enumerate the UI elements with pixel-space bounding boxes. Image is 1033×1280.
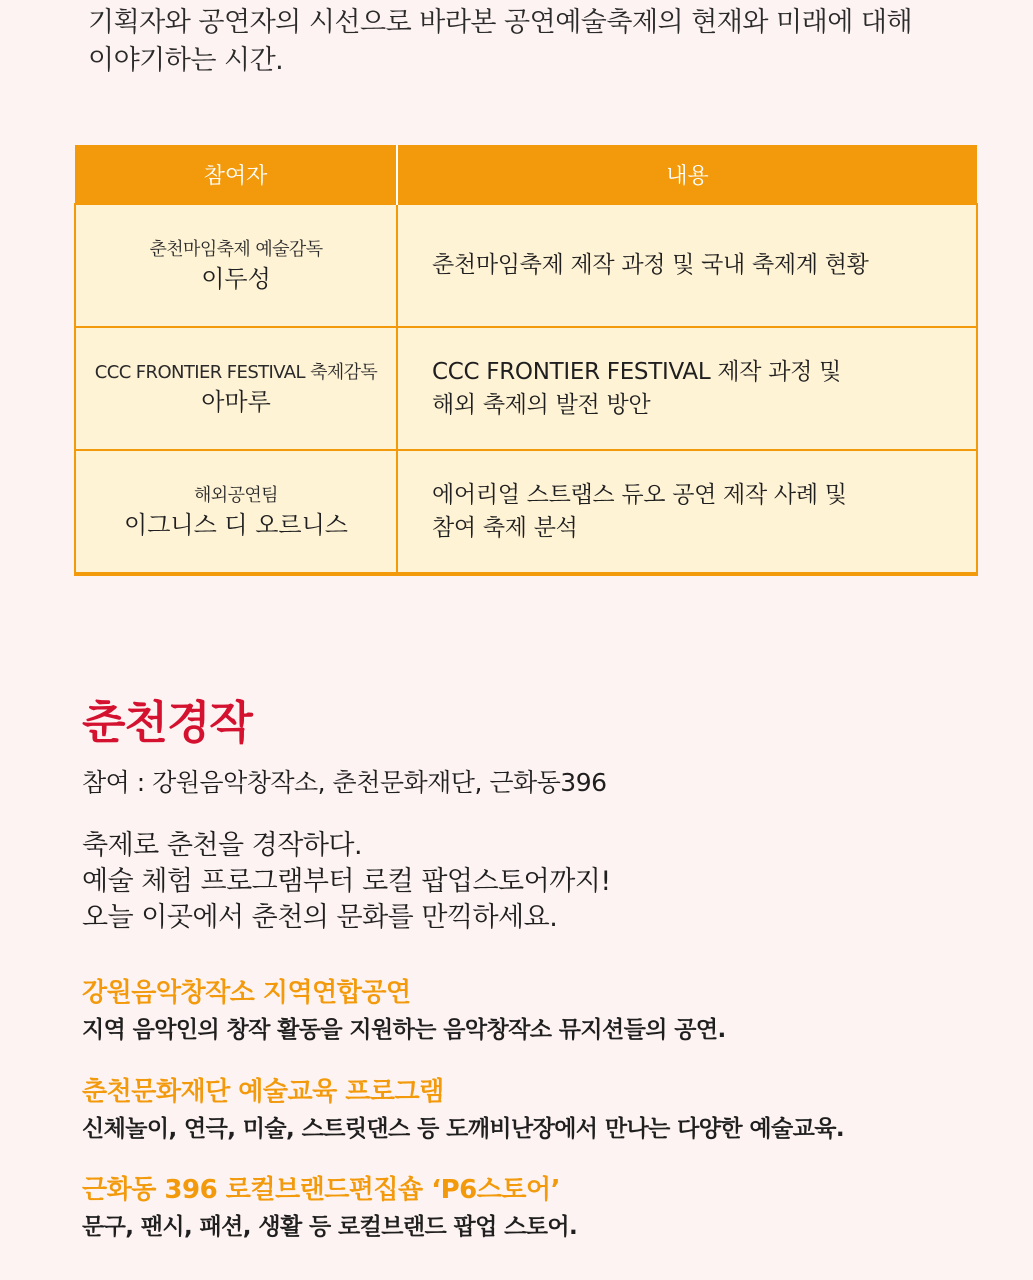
program-description: 문구, 팬시, 패션, 생활 등 로컬브랜드 팝업 스토어. xyxy=(82,1214,578,1240)
tagline-line: 축제로 춘천을 경작하다. xyxy=(82,830,363,861)
participant-role: CCC FRONTIER FESTIVAL 축제감독 xyxy=(94,361,378,383)
table-row xyxy=(75,327,977,450)
content-line: CCC FRONTIER FESTIVAL 제작 과정 및 xyxy=(432,358,841,385)
tagline-line: 오늘 이곳에서 춘천의 문화를 만끽하세요. xyxy=(82,902,558,933)
participant-cell xyxy=(75,327,397,450)
table-row xyxy=(75,450,977,574)
program-item xyxy=(82,1173,577,1242)
participant-name: 이두성 xyxy=(201,264,271,293)
content-cell xyxy=(397,450,977,574)
intro-text xyxy=(88,4,968,80)
header-content: 내용 xyxy=(397,145,977,204)
program-title: 근화동 396 로컬브랜드편집숍 ‘P6스토어’ xyxy=(82,1175,560,1205)
program-description: 신체놀이, 연극, 미술, 스트릿댄스 등 도깨비난장에서 만나는 다양한 예술교육. xyxy=(82,1116,844,1142)
participant-role: 해외공연팀 xyxy=(194,484,278,506)
table-row xyxy=(75,204,977,327)
section-participants: 참여 : 강원음악창작소, 춘천문화재단, 근화동396 xyxy=(82,768,607,797)
intro-line-1: 기획자와 공연자의 시선으로 바라본 공연예술축제의 현재와 미래에 대해 xyxy=(88,7,913,38)
participant-name: 아마루 xyxy=(201,387,271,416)
participant-role: 춘천마임축제 예술감독 xyxy=(149,238,323,260)
content-line: 해외 축제의 발전 방안 xyxy=(432,391,651,418)
participant-cell xyxy=(75,450,397,574)
program-table xyxy=(74,145,976,576)
content-cell xyxy=(397,327,977,450)
intro-line-2: 이야기하는 시간. xyxy=(88,45,284,76)
section-title: 춘천경작 xyxy=(82,696,252,749)
program-description: 지역 음악인의 창작 활동을 지원하는 음악창작소 뮤지션들의 공연. xyxy=(82,1017,726,1043)
tagline-line: 예술 체험 프로그램부터 로컬 팝업스토어까지! xyxy=(82,866,611,897)
program-title: 강원음악창작소 지역연합공연 xyxy=(82,978,411,1008)
header-participant: 참여자 xyxy=(75,145,397,204)
section-tagline xyxy=(82,828,611,936)
content-line: 에어리얼 스트랩스 듀오 공연 제작 사례 및 xyxy=(432,481,847,508)
program-item xyxy=(82,1075,844,1144)
content-line: 춘천마임축제 제작 과정 및 국내 축제계 현황 xyxy=(432,252,869,278)
program-title: 춘천문화재단 예술교육 프로그램 xyxy=(82,1077,444,1107)
participant-name: 이그니스 디 오르니스 xyxy=(124,510,348,539)
content-cell xyxy=(397,204,977,327)
content-line: 참여 축제 분석 xyxy=(432,514,578,541)
program-item xyxy=(82,976,726,1045)
table-header-row xyxy=(75,145,977,204)
participant-cell xyxy=(75,204,397,327)
